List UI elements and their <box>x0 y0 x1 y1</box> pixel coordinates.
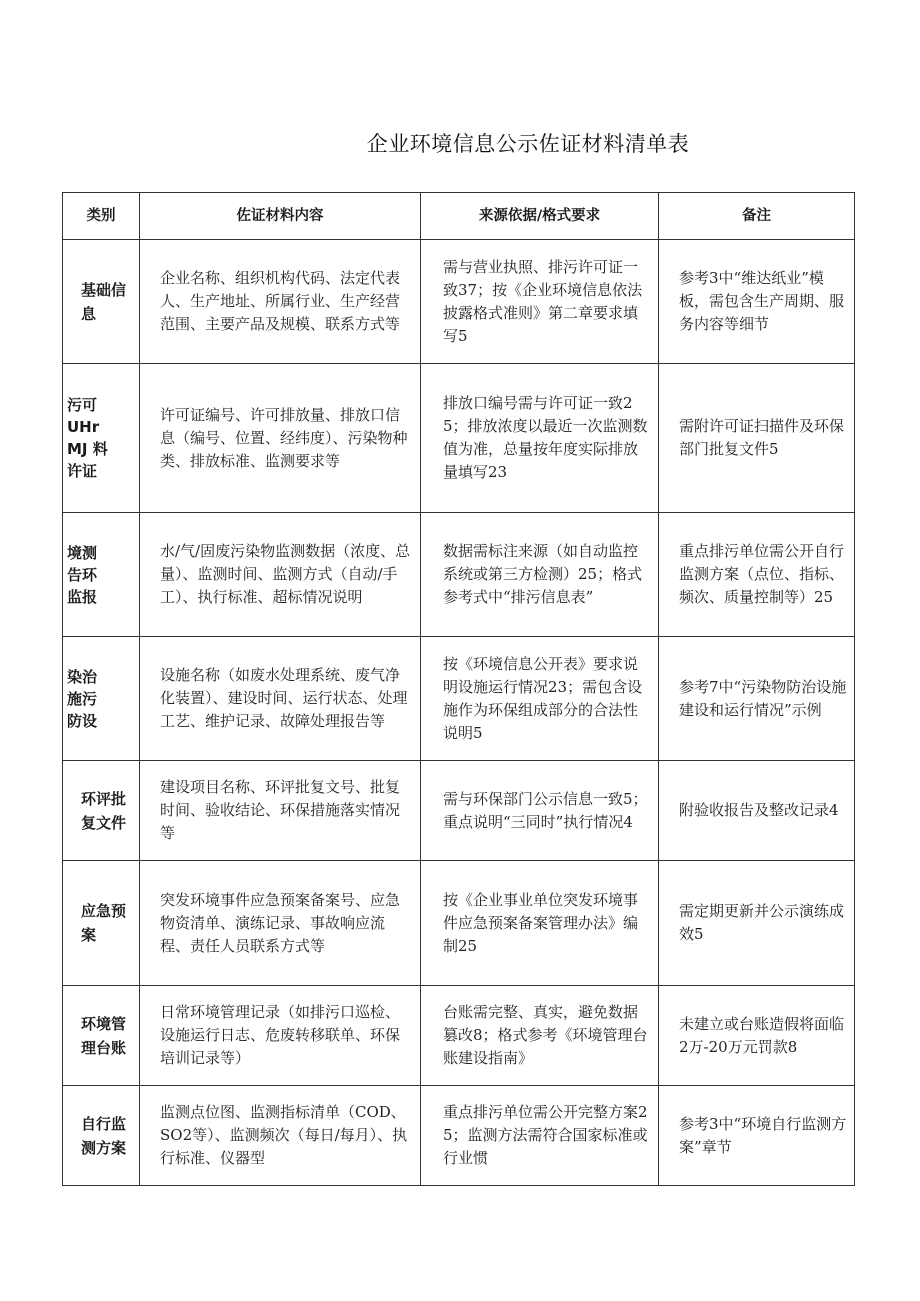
row-content: 监测点位图、监测指标清单（COD、SO2等）、监测频次（每日/每月）、执行标准、仪器型 <box>140 1086 421 1186</box>
row-category: 基础信息 <box>63 240 140 364</box>
row-note: 参考3中“维达纸业”模板，需包含生产周期、服务内容等细节 <box>659 240 855 364</box>
row-category: 污可 UHrMJ 料许证 <box>63 364 140 513</box>
row-content: 突发环境事件应急预案备案号、应急物资清单、演练记录、事故响应流程、责任人员联系方式等 <box>140 861 421 986</box>
row-content: 建设项目名称、环评批复文号、批复时间、验收结论、环保措施落实情况等 <box>140 761 421 861</box>
row-source: 需与营业执照、排污许可证一致37；按《企业环境信息依法披露格式准则》第二章要求填写5 <box>421 240 659 364</box>
row-category: 应急预案 <box>63 861 140 986</box>
row-content: 设施名称（如废水处理系统、废气净化装置）、建设时间、运行状态、处理工艺、维护记录、故障处理报告等 <box>140 637 421 761</box>
row-source: 数据需标注来源（如自动监控系统或第三方检测）25；格式参考式中“排污信息表” <box>421 513 659 637</box>
row-source: 重点排污单位需公开完整方案25；监测方法需符合国家标准或行业惯 <box>421 1086 659 1186</box>
table-row <box>63 637 855 761</box>
row-source: 按《环境信息公开表》要求说明设施运行情况23；需包含设施作为环保组成部分的合法性说明5 <box>421 637 659 761</box>
row-source: 排放口编号需与许可证一致25；排放浓度以最近一次监测数值为准，总量按年度实际排放量填写23 <box>421 364 659 513</box>
header-category: 类别 <box>63 193 140 240</box>
row-note: 需定期更新并公示演练成效5 <box>659 861 855 986</box>
table-row <box>63 364 855 513</box>
row-note: 参考7中“污染物防治设施建设和运行情况”示例 <box>659 637 855 761</box>
row-content: 许可证编号、许可排放量、排放口信息（编号、位置、经纬度）、污染物种类、排放标准、监测要求等 <box>140 364 421 513</box>
table-row <box>63 240 855 364</box>
page-title: 企业环境信息公示佐证材料清单表 <box>366 132 690 156</box>
table-row <box>63 1086 855 1186</box>
header-note: 备注 <box>659 193 855 240</box>
row-note: 参考3中“环境自行监测方案”章节 <box>659 1086 855 1186</box>
table-row <box>63 761 855 861</box>
row-category: 染治施污防设 <box>63 637 140 761</box>
row-note: 重点排污单位需公开自行监测方案（点位、指标、频次、质量控制等）25 <box>659 513 855 637</box>
row-source: 需与环保部门公示信息一致5；重点说明“三同时”执行情况4 <box>421 761 659 861</box>
row-note: 附验收报告及整改记录4 <box>659 761 855 861</box>
evidence-table <box>62 192 855 1186</box>
row-category: 环评批复文件 <box>63 761 140 861</box>
row-note: 需附许可证扫描件及环保部门批复文件5 <box>659 364 855 513</box>
row-content: 企业名称、组织机构代码、法定代表人、生产地址、所属行业、生产经营范围、主要产品及规模、联系方式等 <box>140 240 421 364</box>
row-source: 台账需完整、真实，避免数据篡改8；格式参考《环境管理台账建设指南》 <box>421 986 659 1086</box>
header-content: 佐证材料内容 <box>140 193 421 240</box>
row-category: 环境管理台账 <box>63 986 140 1086</box>
table-row <box>63 986 855 1086</box>
row-content: 日常环境管理记录（如排污口巡检、设施运行日志、危废转移联单、环保培训记录等） <box>140 986 421 1086</box>
table-row <box>63 861 855 986</box>
row-note: 未建立或台账造假将面临2万-20万元罚款8 <box>659 986 855 1086</box>
row-source: 按《企业事业单位突发环境事件应急预案备案管理办法》编制25 <box>421 861 659 986</box>
header-source: 来源依据/格式要求 <box>421 193 659 240</box>
row-category: 境测告环监报 <box>63 513 140 637</box>
table-header-row <box>63 193 855 240</box>
row-category: 自行监测方案 <box>63 1086 140 1186</box>
row-content: 水/气/固废污染物监测数据（浓度、总量）、监测时间、监测方式（自动/手工）、执行标准、超标情况说明 <box>140 513 421 637</box>
table-row <box>63 513 855 637</box>
